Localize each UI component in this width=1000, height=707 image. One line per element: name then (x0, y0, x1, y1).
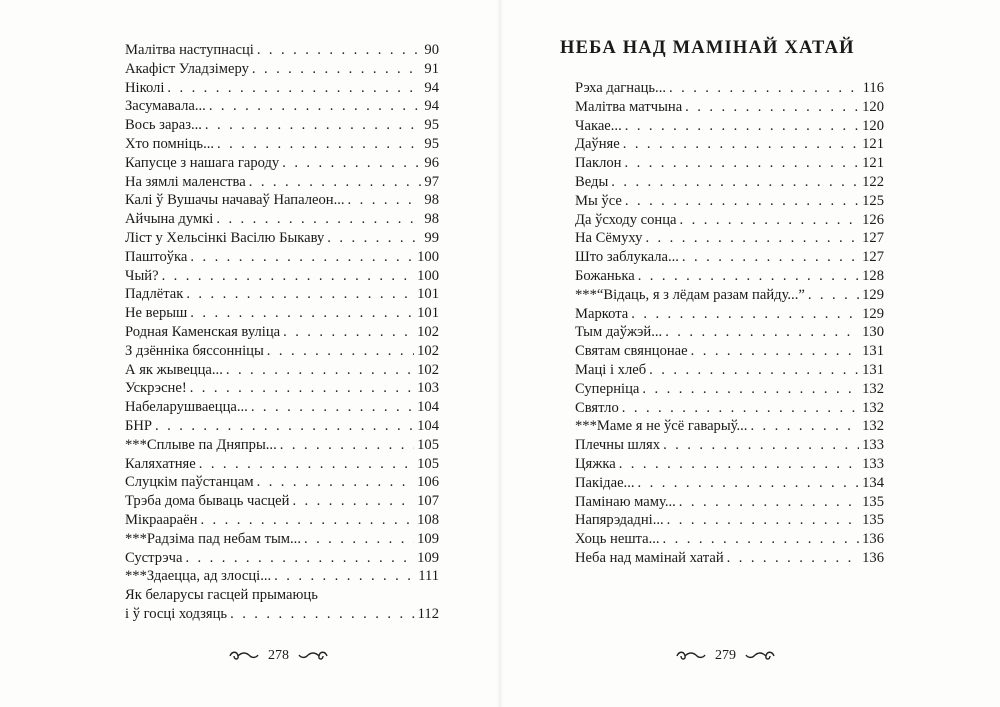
ornament-right-icon (297, 650, 329, 662)
toc-entry-page: 94 (424, 79, 439, 96)
toc-entry-page: 106 (417, 474, 439, 491)
toc-entry-title: На зямлі маленства (125, 173, 246, 190)
dot-leader (216, 210, 421, 229)
dot-leader (190, 379, 414, 398)
dot-leader (625, 117, 859, 136)
toc-entry-title: Акафіст Уладзімеру (125, 60, 249, 77)
dot-leader (669, 79, 860, 98)
toc-entry-title: Суперніца (575, 380, 640, 397)
toc-entry (575, 436, 884, 455)
toc-entry-title: Божанька (575, 267, 635, 284)
toc-entry-title: Трэба дома бываць часцей (125, 493, 290, 510)
toc-entry-title: Маці і хлеб (575, 361, 647, 378)
toc-entry-page: 103 (417, 380, 439, 397)
dot-leader (252, 60, 422, 79)
toc-entry-page: 96 (424, 154, 439, 171)
dot-leader (808, 286, 859, 305)
dot-leader (267, 342, 414, 361)
section-title: НЕБА НАД МАМІНАЙ ХАТАЙ (560, 38, 855, 58)
toc-entry-page: 95 (424, 117, 439, 134)
toc-entry-page: 97 (424, 173, 439, 190)
toc-entry-page: 101 (417, 286, 439, 303)
toc-entry (125, 473, 439, 492)
toc-entry (575, 248, 884, 267)
dot-leader (665, 323, 859, 342)
dot-leader (667, 511, 859, 530)
ornament-right-icon (744, 650, 776, 662)
dot-leader (251, 398, 414, 417)
toc-entry-title: Родная Каменская вуліца (125, 323, 281, 340)
toc-entry-title: Ніколі (125, 79, 165, 96)
page-number-left (228, 648, 329, 664)
toc-entry-title: Паштоўка (125, 248, 188, 265)
toc-entry-page: 100 (417, 267, 439, 284)
toc-entry-title: Памінаю маму... (575, 493, 676, 510)
toc-entry (125, 361, 439, 380)
toc-entry-page: 98 (424, 211, 439, 228)
toc-entry (125, 191, 439, 210)
toc-entry-page: 132 (862, 380, 884, 397)
dot-leader (226, 361, 414, 380)
toc-entry-title: Айчына думкі (125, 211, 214, 228)
toc-entry (575, 98, 884, 117)
dot-leader (685, 98, 859, 117)
toc-entry (125, 41, 439, 60)
toc-entry-title: Тым даўжэй... (575, 324, 663, 341)
toc-entry-page: 132 (862, 418, 884, 435)
dot-leader (638, 474, 860, 493)
dot-leader (249, 173, 422, 192)
toc-entry (575, 380, 884, 399)
toc-entry-page: 109 (417, 549, 439, 566)
dot-leader (625, 192, 859, 211)
toc-entry-title: ***Здаецца, ад злосці... (125, 568, 272, 585)
toc-entry (125, 417, 439, 436)
dot-leader (283, 323, 414, 342)
toc-entry-title: ***Маме я не ўсё гаварыў... (575, 418, 748, 435)
toc-list-left (125, 41, 439, 624)
toc-entry-page: 126 (862, 211, 884, 228)
toc-entry (575, 455, 884, 474)
dot-leader (257, 41, 422, 60)
toc-entry-title: Вось зараз... (125, 117, 202, 134)
toc-entry (125, 210, 439, 229)
toc-entry-page: 122 (862, 173, 884, 190)
toc-entry-title: Падлётак (125, 286, 184, 303)
dot-leader (274, 567, 415, 586)
toc-entry-page: 116 (862, 80, 884, 96)
toc-entry-title: Ускрэсне! (125, 380, 187, 397)
toc-entry-page: 105 (417, 436, 439, 453)
dot-leader (691, 342, 859, 361)
toc-entry-page: 131 (862, 361, 884, 378)
toc-entry (575, 399, 884, 418)
toc-entry-page: 135 (862, 512, 884, 529)
toc-entry (575, 79, 884, 98)
ornament-left-icon (675, 650, 707, 662)
dot-leader (663, 530, 860, 549)
toc-entry-title: А як жывецца... (125, 361, 223, 378)
toc-entry (575, 361, 884, 380)
toc-entry-title: Цяжка (575, 455, 616, 472)
toc-entry (125, 511, 439, 530)
dot-leader (682, 248, 859, 267)
toc-entry-title: Калі ў Вушачы начаваў Напалеон... (125, 192, 345, 209)
toc-list-right (575, 79, 884, 568)
dot-leader (327, 229, 421, 248)
toc-entry-page: 94 (424, 98, 439, 115)
toc-entry-title: ***Радзіма пад небам тым... (125, 530, 301, 547)
toc-entry-page: 129 (862, 286, 884, 303)
toc-entry-title: Набеларушваецца... (125, 399, 248, 416)
dot-leader (679, 493, 859, 512)
dot-leader (645, 229, 859, 248)
toc-entry-page: 99 (424, 229, 439, 246)
toc-entry-continuation (125, 605, 439, 624)
toc-entry-title: Плечны шлях (575, 437, 661, 454)
toc-entry-page: 102 (417, 323, 439, 340)
toc-entry-title: Сустрэча (125, 549, 183, 566)
toc-entry (575, 530, 884, 549)
toc-entry-title: Паклон (575, 155, 622, 172)
toc-entry-title: Малітва наступнасці (125, 42, 254, 58)
dot-leader (209, 97, 422, 116)
dot-leader (190, 304, 414, 323)
toc-entry-page: 132 (862, 399, 884, 416)
toc-entry-title: Засумавала... (125, 98, 206, 115)
toc-entry-page: 127 (862, 230, 884, 247)
toc-entry-title-cont: і ў госці ходзяць (125, 605, 228, 622)
toc-entry-page: 98 (424, 192, 439, 209)
toc-entry (125, 323, 439, 342)
dot-leader (292, 492, 414, 511)
toc-entry-page: 108 (417, 511, 439, 528)
toc-entry-title: Што заблукала... (575, 249, 679, 266)
toc-entry-page: 120 (862, 117, 884, 134)
dot-leader (282, 154, 421, 173)
dot-leader (186, 285, 414, 304)
toc-entry (575, 417, 884, 436)
dot-leader (230, 605, 415, 624)
toc-entry (575, 511, 884, 530)
toc-entry (575, 323, 884, 342)
dot-leader (199, 455, 414, 474)
toc-entry-page: 133 (862, 455, 884, 472)
toc-entry-title: Чакае... (575, 117, 622, 134)
toc-entry-title: Даўняе (575, 136, 620, 153)
toc-entry (125, 79, 439, 98)
toc-entry-title: Напярэдадні... (575, 512, 664, 529)
dot-leader (642, 380, 859, 399)
toc-entry-title: Як беларусы гасцей прымаюць (125, 587, 318, 604)
toc-entry-page: 129 (862, 305, 884, 322)
toc-entry-title: ***Сплыве па Дняпры... (125, 436, 277, 453)
toc-entry (575, 305, 884, 324)
toc-entry (125, 154, 439, 173)
dot-leader (185, 549, 414, 568)
dot-leader (155, 417, 414, 436)
dot-leader (663, 436, 859, 455)
toc-entry (125, 342, 439, 361)
dot-leader (623, 135, 859, 154)
toc-entry-page: 125 (862, 192, 884, 209)
dot-leader (727, 549, 859, 568)
toc-entry (125, 379, 439, 398)
toc-entry (575, 286, 884, 305)
toc-entry-page: 111 (418, 568, 439, 585)
toc-entry-page: 133 (862, 437, 884, 454)
toc-entry (125, 549, 439, 568)
toc-entry (125, 398, 439, 417)
dot-leader (625, 154, 860, 173)
toc-entry (125, 567, 439, 586)
toc-entry-page: 104 (417, 417, 439, 434)
dot-leader (167, 79, 421, 98)
toc-entry-title: З дзённіка бяссонніцы (125, 342, 264, 359)
dot-leader (680, 211, 860, 230)
toc-entry-title: Чый? (125, 267, 159, 284)
dot-leader (638, 267, 859, 286)
toc-entry (125, 586, 439, 624)
dot-leader (280, 436, 414, 455)
toc-entry-page: 130 (862, 324, 884, 341)
dot-leader (162, 267, 415, 286)
dot-leader (205, 116, 422, 135)
toc-entry (125, 304, 439, 323)
toc-entry-page: 95 (424, 135, 439, 152)
toc-entry-page: 109 (417, 530, 439, 547)
toc-entry (125, 530, 439, 549)
dot-leader (750, 417, 859, 436)
toc-entry-page: 135 (862, 493, 884, 510)
toc-entry-title: Пакідае... (575, 474, 635, 491)
toc-entry-title: Мікраараён (125, 511, 198, 528)
toc-entry-page: 136 (862, 549, 884, 566)
toc-entry (575, 474, 884, 493)
toc-entry-page: 100 (417, 248, 439, 265)
dot-leader (257, 473, 415, 492)
folio-number: 278 (268, 648, 289, 663)
toc-entry (575, 117, 884, 136)
dot-leader (217, 135, 421, 154)
toc-entry (125, 97, 439, 116)
toc-entry-page: 102 (417, 361, 439, 378)
toc-entry-title: ***“Відаць, я з лёдам разам пайду...” (575, 286, 805, 303)
toc-entry (125, 135, 439, 154)
toc-entry-page: 121 (862, 155, 884, 172)
toc-entry (125, 229, 439, 248)
toc-entry-title: Капусце з нашага гароду (125, 154, 280, 171)
toc-entry-page: 91 (424, 60, 439, 77)
toc-entry-title: Неба над мамінай хатай (575, 549, 724, 566)
toc-entry-page: 128 (862, 267, 884, 284)
toc-entry (575, 493, 884, 512)
toc-entry-title: Хоць нешта... (575, 531, 660, 548)
toc-entry-page: 136 (862, 531, 884, 548)
toc-entry-title: Мы ўсе (575, 192, 622, 209)
toc-entry (575, 267, 884, 286)
toc-entry-title: Веды (575, 173, 609, 190)
toc-entry-page: 104 (417, 399, 439, 416)
toc-entry-title: Ліст у Хельсінкі Васілю Быкаву (125, 229, 325, 246)
toc-entry-title: БНР (125, 417, 153, 434)
toc-entry (575, 173, 884, 192)
folio-number: 279 (715, 648, 736, 663)
toc-entry-title: Рэха дагнаць... (575, 80, 666, 96)
dot-leader (611, 173, 859, 192)
toc-entry (575, 211, 884, 230)
toc-entry-title: Святло (575, 399, 619, 416)
toc-entry-page: 134 (862, 474, 884, 491)
page-number-right (675, 648, 776, 664)
toc-entry-title: Маркота (575, 305, 629, 322)
dot-leader (190, 248, 414, 267)
toc-entry (125, 248, 439, 267)
dot-leader (649, 361, 859, 380)
toc-entry (125, 116, 439, 135)
toc-entry (575, 154, 884, 173)
dot-leader (200, 511, 414, 530)
toc-entry-page: 127 (862, 249, 884, 266)
dot-leader (348, 191, 422, 210)
dot-leader (304, 530, 414, 549)
toc-entry (575, 229, 884, 248)
toc-entry-page: 105 (417, 455, 439, 472)
ornament-left-icon (228, 650, 260, 662)
toc-entry-page: 90 (424, 42, 439, 58)
toc-entry-title: Слуцкім паўстанцам (125, 474, 254, 491)
toc-entry-title: Святам свянцонае (575, 343, 688, 360)
toc-entry (125, 455, 439, 474)
toc-entry-title: Не верыш (125, 305, 188, 322)
toc-entry (575, 192, 884, 211)
dot-leader (622, 399, 859, 418)
toc-entry (125, 60, 439, 79)
toc-entry-page: 101 (417, 305, 439, 322)
toc-entry (125, 285, 439, 304)
toc-entry-title: Малітва матчына (575, 98, 683, 115)
toc-entry-title: Да ўсходу сонца (575, 211, 677, 228)
toc-entry-page: 112 (417, 605, 439, 622)
toc-entry-page: 102 (417, 342, 439, 359)
toc-entry (575, 549, 884, 568)
toc-entry-page: 107 (417, 493, 439, 510)
toc-entry-page: 131 (862, 343, 884, 360)
toc-entry-title: На Сёмуху (575, 230, 643, 247)
toc-entry (125, 436, 439, 455)
right-page (500, 0, 1000, 707)
toc-entry (575, 135, 884, 154)
toc-entry-title: Каляхатняе (125, 455, 196, 472)
toc-entry-page: 121 (862, 136, 884, 153)
dot-leader (631, 305, 859, 324)
dot-leader (619, 455, 859, 474)
toc-entry (575, 342, 884, 361)
toc-entry-page: 120 (862, 98, 884, 115)
toc-entry (125, 492, 439, 511)
toc-entry-title: Хто помніць... (125, 135, 215, 152)
toc-entry (125, 267, 439, 286)
toc-entry (125, 173, 439, 192)
